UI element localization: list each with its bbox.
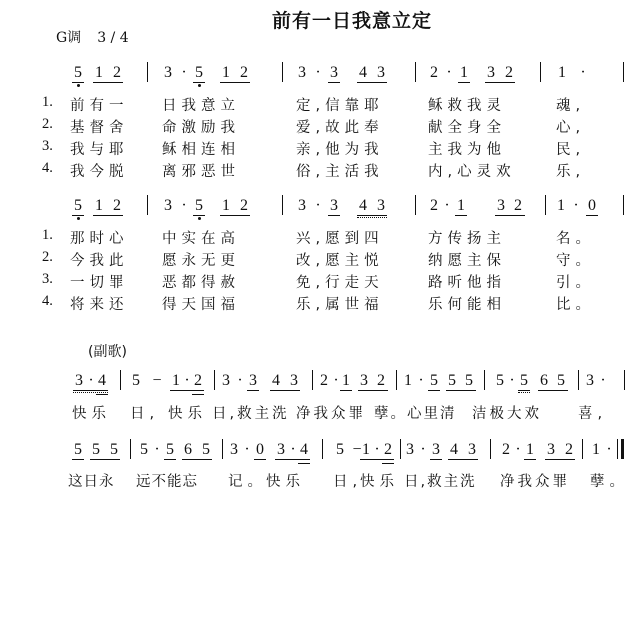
key-signature: [56, 27, 145, 47]
note: 5: [336, 441, 344, 458]
verse-number: 3.: [42, 138, 53, 154]
note: 4: [359, 197, 367, 214]
beam-underline: [93, 82, 123, 83]
beam-underline: [545, 459, 575, 460]
beam-underline: [357, 215, 387, 216]
beam-underline: [448, 459, 478, 460]
low-octave-dot: [198, 84, 201, 87]
note: 3: [547, 441, 555, 458]
note: 1: [404, 372, 412, 389]
lyric-segment: 记。: [228, 474, 267, 490]
note: 2: [113, 64, 121, 81]
beam-underline: [458, 82, 470, 83]
note: 4: [98, 372, 106, 389]
beam-underline: [72, 215, 84, 216]
final-bar-line-thick: [621, 439, 624, 459]
lyric-segment: 喜,: [578, 406, 608, 422]
beam-underline: [538, 390, 568, 391]
lyric-segment: 基督舍: [70, 120, 129, 136]
beam-underline: [193, 82, 205, 83]
note: 5: [465, 372, 473, 389]
low-octave-dot: [77, 217, 80, 220]
note: 2: [514, 197, 522, 214]
lyric-segment: 兴,愿到四: [296, 231, 384, 247]
dot: ·: [580, 64, 586, 81]
note: ·: [88, 372, 94, 389]
bar-line: [147, 195, 148, 215]
lyric-segment: 比。: [556, 297, 595, 313]
beam-underline: [73, 390, 108, 391]
note: 2: [113, 197, 121, 214]
lyric-segment: 净我众罪: [500, 474, 570, 490]
beam-underline: [247, 390, 259, 391]
note: 5: [430, 372, 438, 389]
bar-line: [396, 370, 397, 390]
lyric-segment: 恶都得赦: [162, 275, 240, 291]
note: 1: [526, 441, 534, 458]
verse-3-lyrics-a: [0, 138, 640, 160]
lyric-segment: 引。: [556, 275, 595, 291]
lyric-segment: 献全身全: [428, 120, 506, 136]
beam-underline: [430, 459, 442, 460]
note: 4: [272, 372, 280, 389]
lyric-segment: 主我为他: [428, 142, 506, 158]
note: 5: [74, 441, 82, 458]
final-bar-line: [617, 439, 618, 459]
bar-line: [484, 370, 485, 390]
lyric-segment: 得天国福: [162, 297, 240, 313]
lyric-segment: 前有一: [70, 98, 129, 114]
lyric-segment: 愿永无更: [162, 253, 240, 269]
verse-1-lyrics-b: [0, 227, 640, 249]
lyric-segment: 洁极大欢: [472, 406, 542, 422]
note: 3: [487, 64, 495, 81]
note: 3: [406, 441, 414, 458]
note: 3: [298, 64, 306, 81]
bar-line: [624, 370, 625, 390]
note: ·: [444, 197, 450, 214]
note: 5: [140, 441, 148, 458]
lyric-segment: 孽。心里清: [374, 406, 457, 422]
note: 5: [110, 441, 118, 458]
note: 3: [249, 372, 257, 389]
chorus-label: (副歌): [88, 344, 127, 360]
lyric-segment: 我与耶: [70, 142, 129, 158]
note: ·: [237, 372, 243, 389]
note: ·: [290, 441, 296, 458]
note: 6: [540, 372, 548, 389]
lyric-segment: 日,救主洗: [212, 406, 290, 422]
note: 3: [164, 197, 172, 214]
note: 3: [298, 197, 306, 214]
lyric-segment: 快乐: [168, 406, 207, 422]
beam-underline: [428, 390, 440, 391]
verse-3-lyrics-b: [0, 271, 640, 293]
lyric-segment: 日,: [130, 406, 160, 422]
beam-underline: [340, 390, 352, 391]
note: ·: [418, 372, 424, 389]
bar-line: [415, 62, 416, 82]
lyric-segment: 孽。: [590, 474, 629, 490]
bar-line: [545, 195, 546, 215]
lyric-segment: 守。: [556, 253, 595, 269]
beam-underline: [164, 459, 176, 460]
bar-line: [312, 370, 313, 390]
lyric-segment: 将来还: [70, 297, 129, 313]
beam-underline: [360, 459, 394, 460]
key: G调: [56, 30, 82, 46]
lyric-segment: 快乐: [360, 474, 399, 490]
beam-underline: [72, 459, 84, 460]
bar-line: [490, 439, 491, 459]
lyric-segment: 命激励我: [162, 120, 240, 136]
verse-notation-line-2: [0, 193, 640, 219]
verse-number: 4.: [42, 160, 53, 176]
note: ·: [606, 441, 612, 458]
note: 6: [184, 441, 192, 458]
verse-notation-line-1: [0, 60, 640, 86]
note: 1: [222, 197, 230, 214]
lyric-segment: 改,愿主悦: [296, 253, 384, 269]
note: 3: [277, 441, 285, 458]
note: 5: [448, 372, 456, 389]
bar-line: [120, 370, 121, 390]
note: ·: [184, 372, 190, 389]
note: −: [152, 372, 162, 389]
bar-line: [415, 195, 416, 215]
note: 1: [558, 64, 566, 81]
lyric-segment: 魂,: [556, 98, 586, 114]
lyric-segment: 中实在高: [162, 231, 240, 247]
note: 3: [497, 197, 505, 214]
note: ·: [315, 197, 321, 214]
note: ·: [573, 197, 579, 214]
lyric-segment: 日我意立: [162, 98, 240, 114]
lyric-segment: 今我此: [70, 253, 129, 269]
note: ·: [333, 372, 339, 389]
lyric-segment: 定,信靠耶: [296, 98, 384, 114]
bar-line: [147, 62, 148, 82]
note: 2: [240, 64, 248, 81]
beam-underline: [518, 392, 530, 393]
chorus-lyrics-line-1: [0, 402, 640, 424]
lyric-segment: 那时心: [70, 231, 129, 247]
verse-4-lyrics-a: [0, 160, 640, 182]
beam-underline: [586, 215, 598, 216]
lyric-segment: 爱,故此奉: [296, 120, 384, 136]
bar-line: [400, 439, 401, 459]
lyric-segment: 乐,: [556, 164, 586, 180]
note: 4: [300, 441, 308, 458]
lyric-segment: 我今脱: [70, 164, 129, 180]
note: 1: [362, 441, 370, 458]
note: 3: [75, 372, 83, 389]
bar-line: [582, 439, 583, 459]
bar-line: [322, 439, 323, 459]
lyric-segment: 纳愿主保: [428, 253, 506, 269]
note: 0: [256, 441, 264, 458]
lyric-segment: 心,: [556, 120, 586, 136]
note: 5: [202, 441, 210, 458]
note: 5: [557, 372, 565, 389]
note: 1: [457, 197, 465, 214]
note: 5: [195, 64, 203, 81]
beam-underline: [358, 390, 388, 391]
note: 1: [342, 372, 350, 389]
verse-number: 3.: [42, 271, 53, 287]
beam-underline: [518, 390, 530, 391]
note: ·: [509, 372, 515, 389]
beam-underline: [446, 390, 476, 391]
note: 1: [460, 64, 468, 81]
bar-line: [623, 195, 624, 215]
time-signature: 3 / 4: [97, 30, 129, 46]
note: 3: [222, 372, 230, 389]
note: −: [352, 441, 362, 458]
beam-underline: [254, 459, 266, 460]
lyric-segment: 乐,属世福: [296, 297, 384, 313]
beam-underline: [72, 82, 84, 83]
song-title: 前有一日我意立定: [272, 10, 433, 32]
bar-line: [130, 439, 131, 459]
lyric-segment: 内,心灵欢: [428, 164, 516, 180]
note: ·: [515, 441, 521, 458]
note: 3: [377, 197, 385, 214]
note: ·: [600, 372, 606, 389]
verse-number: 4.: [42, 293, 53, 309]
verse-number: 1.: [42, 227, 53, 243]
note: ·: [420, 441, 426, 458]
note: 0: [588, 197, 596, 214]
note: 2: [377, 372, 385, 389]
beam-underline: [93, 215, 123, 216]
beam-underline: [170, 390, 204, 391]
beam-underline: [275, 459, 310, 460]
note: 1: [222, 64, 230, 81]
note: 1: [592, 441, 600, 458]
beam-underline: [270, 390, 300, 391]
verse-4-lyrics-b: [0, 293, 640, 315]
lyric-segment: 一切罪: [70, 275, 129, 291]
beam-underline: [73, 392, 108, 393]
note: 3: [586, 372, 594, 389]
note: 3: [164, 64, 172, 81]
note: 3: [360, 372, 368, 389]
bar-line: [282, 62, 283, 82]
lyric-segment: 离邪恶世: [162, 164, 240, 180]
lyric-segment: 亲,他为我: [296, 142, 384, 158]
beam-underline: [328, 215, 340, 216]
note: 5: [92, 441, 100, 458]
note: 2: [384, 441, 392, 458]
note: 2: [240, 197, 248, 214]
bar-line: [623, 62, 624, 82]
chorus-notation-line-1: [0, 368, 640, 394]
beam-underline: [96, 394, 108, 395]
note: 2: [565, 441, 573, 458]
beam-underline: [485, 82, 515, 83]
chorus-notation-line-2: [0, 437, 640, 463]
note: ·: [374, 441, 380, 458]
note: 5: [132, 372, 140, 389]
note: 3: [432, 441, 440, 458]
lyric-segment: 日,救主洗: [404, 474, 477, 490]
beam-underline: [298, 463, 310, 464]
note: 5: [74, 197, 82, 214]
note: 5: [166, 441, 174, 458]
beam-underline: [192, 394, 204, 395]
lyric-segment: 快乐: [266, 474, 305, 490]
note: 3: [468, 441, 476, 458]
chorus-lyrics-line-2: [0, 470, 640, 492]
bar-line: [282, 195, 283, 215]
beam-underline: [328, 82, 340, 83]
lyric-segment: 方传扬主: [428, 231, 506, 247]
verse-number: 2.: [42, 116, 53, 132]
lyric-segment: 民,: [556, 142, 586, 158]
note: 2: [320, 372, 328, 389]
note: 1: [557, 197, 565, 214]
bar-line: [222, 439, 223, 459]
note: 1: [95, 64, 103, 81]
lyric-segment: 俗,主活我: [296, 164, 384, 180]
lyric-segment: 稣救我灵: [428, 98, 506, 114]
note: 5: [520, 372, 528, 389]
verse-2-lyrics-a: [0, 116, 640, 138]
beam-underline: [182, 459, 212, 460]
beam-underline: [495, 215, 525, 216]
beam-underline: [382, 463, 394, 464]
note: 2: [502, 441, 510, 458]
lyric-segment: 净我众罪: [296, 406, 366, 422]
bar-line: [540, 62, 541, 82]
beam-underline: [357, 82, 387, 83]
note: 3: [230, 441, 238, 458]
note: ·: [181, 197, 187, 214]
lyric-segment: 这日永: [68, 474, 115, 490]
lyric-segment: 远不能忘: [136, 474, 198, 490]
bar-line: [214, 370, 215, 390]
lyric-segment: 日,: [333, 474, 363, 490]
lyric-segment: 路听他指: [428, 275, 506, 291]
note: 4: [450, 441, 458, 458]
low-octave-dot: [198, 217, 201, 220]
lyric-segment: 名。: [556, 231, 595, 247]
dot: ·: [446, 64, 452, 81]
beam-underline: [357, 217, 387, 218]
lyric-segment: 免,行走天: [296, 275, 384, 291]
note: 2: [505, 64, 513, 81]
beam-underline: [455, 215, 467, 216]
note: 1: [172, 372, 180, 389]
note: 3: [377, 64, 385, 81]
lyric-segment: 乐何能相: [428, 297, 506, 313]
note: 4: [359, 64, 367, 81]
note: 3: [290, 372, 298, 389]
verse-number: 2.: [42, 249, 53, 265]
note: 2: [430, 197, 438, 214]
note: ·: [244, 441, 250, 458]
beam-underline: [90, 459, 120, 460]
note: 1: [95, 197, 103, 214]
note: ·: [154, 441, 160, 458]
note: 2: [430, 64, 438, 81]
dot: ·: [315, 64, 321, 81]
verse-1-lyrics-a: [0, 94, 640, 116]
beam-underline: [193, 215, 205, 216]
lyric-segment: 快乐: [72, 406, 111, 422]
low-octave-dot: [77, 84, 80, 87]
beam-underline: [220, 82, 250, 83]
beam-underline: [524, 459, 536, 460]
verse-number: 1.: [42, 94, 53, 110]
dot: ·: [181, 64, 187, 81]
bar-line: [578, 370, 579, 390]
note: 2: [194, 372, 202, 389]
note: 5: [195, 197, 203, 214]
note: 5: [496, 372, 504, 389]
note: 5: [74, 64, 82, 81]
beam-underline: [220, 215, 250, 216]
note: 3: [330, 197, 338, 214]
verse-2-lyrics-b: [0, 249, 640, 271]
lyric-segment: 稣相连相: [162, 142, 240, 158]
note: 3: [330, 64, 338, 81]
